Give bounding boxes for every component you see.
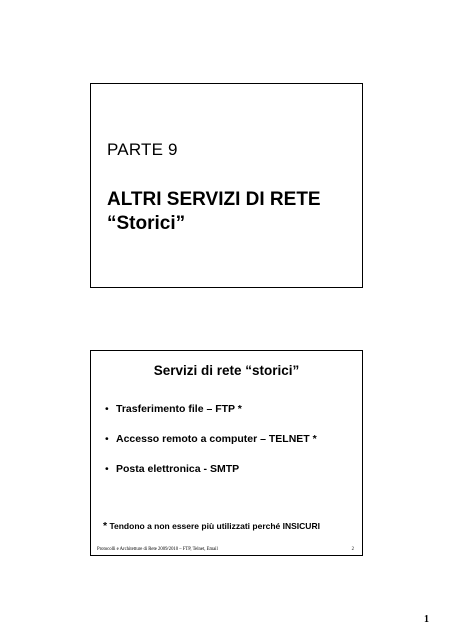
bullet-icon: • xyxy=(105,403,109,415)
footnote-star: * xyxy=(103,520,108,532)
list-item xyxy=(105,433,317,463)
bullet-text: Posta elettronica - SMTP xyxy=(116,463,240,475)
slide-1 xyxy=(90,83,363,288)
bullet-list xyxy=(105,403,317,493)
part-label: PARTE 9 xyxy=(107,140,178,159)
slide-1-title xyxy=(107,188,321,236)
title-line-1: ALTRI SERVIZI DI RETE xyxy=(107,189,321,210)
slide-footer: Protocolli e Architetture di Rete 2009/2010 – FTP, Telnet, Email xyxy=(97,547,218,552)
slide-2-title: Servizi di rete “storici” xyxy=(153,363,300,378)
footnote-text: Tendono a non essere più utilizzati perché INSICURI xyxy=(107,521,320,531)
bullet-text: Accesso remoto a computer – TELNET * xyxy=(116,433,317,445)
bullet-icon: • xyxy=(105,433,109,445)
footnote xyxy=(103,520,320,532)
bullet-icon: • xyxy=(105,463,109,475)
title-line-2: “Storici” xyxy=(107,213,186,234)
slide-number: 2 xyxy=(351,547,354,552)
bullet-text: Trasferimento file – FTP * xyxy=(116,403,242,415)
page-number: 1 xyxy=(424,614,429,625)
list-item xyxy=(105,403,317,433)
list-item xyxy=(105,463,317,493)
slide-2 xyxy=(90,350,363,556)
